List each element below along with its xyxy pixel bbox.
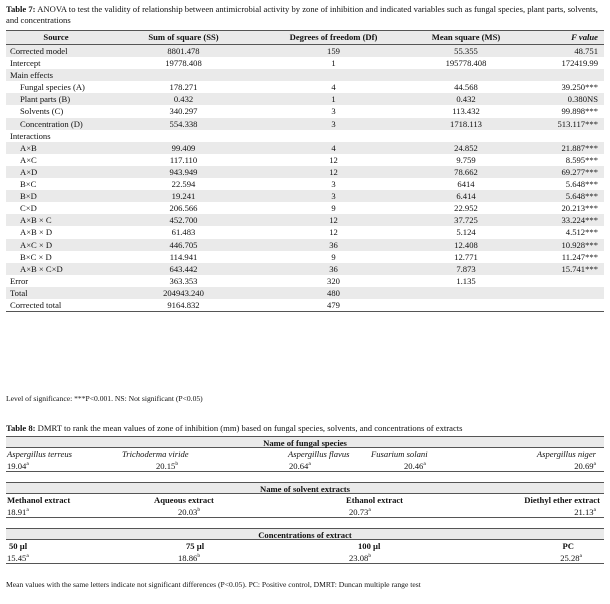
fungal-value-number: 20.69	[574, 461, 594, 471]
conc-value-number: 23.08	[349, 553, 369, 563]
anova-cell-ss: 99.409	[106, 142, 261, 154]
anova-cell-ms: 12.771	[454, 251, 478, 262]
header-ss: Sum of square (SS)	[106, 31, 261, 45]
table7-caption-label: Table 7:	[6, 4, 36, 14]
anova-cell-source: Total	[6, 287, 106, 299]
solvent-value-letter: a	[26, 507, 29, 514]
anova-cell-f	[526, 287, 604, 299]
anova-row	[6, 287, 604, 299]
anova-row	[6, 118, 604, 130]
solvent-name: Ethanol extract	[346, 495, 404, 505]
anova-cell-df: 12	[261, 214, 406, 226]
fungal-name: Trichoderma viride	[122, 449, 189, 459]
anova-cell-ms: 55.355	[406, 45, 526, 58]
anova-row	[6, 130, 604, 142]
anova-cell-source: A×B × D	[20, 227, 53, 238]
conc-heading: Concentrations of extract	[6, 528, 604, 540]
fungal-value-letter: a	[423, 461, 426, 468]
anova-cell-ms	[406, 299, 526, 312]
anova-cell-ss: 446.705	[106, 239, 261, 251]
anova-cell-f	[526, 69, 604, 81]
anova-row	[6, 263, 604, 275]
anova-cell-source: A×B × C	[6, 214, 106, 226]
anova-cell-source: Corrected total	[6, 299, 106, 312]
anova-cell-f: 172419.99	[561, 58, 598, 69]
conc-names-row	[6, 540, 604, 552]
solvent-values-row	[6, 506, 604, 518]
anova-cell-f: 5.648***	[565, 179, 598, 190]
anova-row	[6, 57, 604, 69]
anova-cell-ss: 363.353	[169, 275, 198, 286]
conc-name: 100 µl	[358, 541, 381, 551]
anova-cell-ms: 22.952	[454, 203, 478, 214]
fungal-names-row	[6, 448, 604, 460]
anova-cell-ms	[406, 130, 526, 142]
anova-cell-ms	[406, 287, 526, 299]
anova-cell-source: B×C	[20, 179, 37, 190]
anova-row	[6, 166, 604, 178]
anova-cell-df: 480	[261, 287, 406, 299]
anova-cell-f: 69.277***	[526, 166, 604, 178]
anova-row	[6, 178, 604, 190]
anova-cell-ms: 9.759	[456, 154, 476, 165]
fungal-name: Aspergillus niger	[536, 449, 596, 459]
table7-caption	[6, 4, 604, 25]
table7-note	[6, 394, 203, 403]
anova-cell-source: A×B	[6, 142, 106, 154]
anova-cell-source: Error	[10, 275, 29, 286]
anova-cell-ss: 643.442	[106, 263, 261, 275]
conc-value-letter: a	[26, 553, 29, 560]
anova-cell-source: B×D	[6, 190, 106, 202]
solvent-name: Aqueous extract	[154, 495, 214, 505]
anova-cell-df: 1	[331, 58, 336, 69]
anova-cell-ss: 178.271	[169, 82, 198, 93]
anova-cell-source: Fungal species (A)	[20, 82, 85, 93]
anova-cell-source: Corrected model	[6, 45, 106, 58]
anova-cell-source: Main effects	[6, 69, 106, 81]
anova-cell-ss: 19.241	[106, 190, 261, 202]
header-source: Source	[6, 31, 106, 45]
fungal-value-number: 19.04	[7, 461, 27, 471]
anova-cell-df	[261, 130, 406, 142]
header-f-value: F value	[526, 31, 604, 45]
anova-cell-source: Interactions	[10, 130, 51, 141]
conc-value	[178, 552, 200, 564]
anova-row	[6, 69, 604, 81]
anova-cell-ss: 114.941	[169, 251, 198, 262]
anova-cell-ms: 6414	[457, 179, 475, 190]
fungal-value-letter: a	[593, 461, 596, 468]
anova-cell-ss: 8801.478	[106, 45, 261, 58]
fungal-name: Fusarium solani	[371, 449, 428, 459]
conc-value	[349, 552, 371, 564]
anova-cell-df: 4	[331, 82, 336, 93]
anova-cell-df: 1	[261, 93, 406, 105]
anova-header-row	[6, 31, 604, 45]
anova-cell-df: 320	[327, 275, 340, 286]
anova-cell-source: A×C	[20, 154, 37, 165]
anova-cell-source: A×D	[6, 166, 106, 178]
anova-cell-ss: 340.297	[169, 106, 198, 117]
fungal-value-letter: b	[175, 461, 179, 468]
anova-cell-f: 0.380NS	[526, 93, 604, 105]
anova-cell-source: Solvents (C)	[20, 106, 64, 117]
table8-caption-label: Table 8:	[6, 423, 36, 433]
anova-cell-ss: 117.110	[169, 154, 198, 165]
anova-cell-df: 36	[261, 239, 406, 251]
anova-cell-ms: 195778.408	[445, 58, 487, 69]
solvent-value	[7, 506, 29, 518]
anova-cell-ss: 943.949	[106, 166, 261, 178]
conc-value-letter: a	[579, 553, 582, 560]
conc-name: 50 µl	[9, 541, 28, 551]
anova-cell-df: 3	[331, 179, 336, 190]
anova-cell-ss	[106, 69, 261, 81]
anova-cell-f	[526, 130, 604, 142]
fungal-value	[7, 460, 29, 472]
anova-cell-f	[526, 299, 604, 312]
anova-cell-f: 11.247***	[561, 251, 598, 262]
solvent-value-number: 18.91	[7, 507, 27, 517]
fungal-value	[289, 460, 311, 472]
anova-cell-f: 48.751	[526, 45, 604, 58]
conc-value-number: 18.86	[178, 553, 198, 563]
conc-value-letter: b	[368, 553, 372, 560]
fungal-value-number: 20.15	[156, 461, 176, 471]
solvent-name: Methanol extract	[7, 495, 71, 505]
anova-row	[6, 226, 604, 238]
solvent-value-letter: b	[197, 507, 201, 514]
anova-cell-df: 36	[261, 263, 406, 275]
anova-cell-ms: 12.408	[406, 239, 526, 251]
anova-cell-f: 39.250***	[561, 82, 598, 93]
anova-cell-source: Plant parts (B)	[6, 93, 106, 105]
anova-cell-f: 21.887***	[526, 142, 604, 154]
fungal-heading: Name of fungal species	[6, 436, 604, 448]
conc-name: 75 µl	[186, 541, 205, 551]
anova-cell-ss: 554.338	[106, 118, 261, 130]
anova-row	[6, 299, 604, 312]
fungal-value	[404, 460, 426, 472]
anova-cell-f: 10.928***	[526, 239, 604, 251]
anova-row	[6, 239, 604, 251]
anova-table	[6, 30, 604, 312]
anova-cell-df	[261, 69, 406, 81]
anova-cell-ms: 1718.113	[406, 118, 526, 130]
solvent-value-number: 21.13	[574, 507, 594, 517]
anova-row	[6, 202, 604, 214]
anova-cell-f: 8.595***	[565, 154, 598, 165]
anova-cell-ms: 7.873	[406, 263, 526, 275]
fungal-value	[574, 460, 596, 472]
anova-cell-df: 3	[261, 118, 406, 130]
fungal-value-letter: a	[308, 461, 311, 468]
solvent-value-letter: a	[368, 507, 371, 514]
solvent-names-row	[6, 494, 604, 506]
anova-row	[6, 93, 604, 105]
anova-cell-f: 513.117***	[526, 118, 604, 130]
anova-cell-df: 12	[329, 154, 338, 165]
anova-cell-source: A×C × D	[6, 239, 106, 251]
conc-name: PC	[562, 541, 574, 551]
anova-cell-ms: 5.124	[456, 227, 476, 238]
conc-value-number: 25.28	[560, 553, 580, 563]
anova-row	[6, 214, 604, 226]
anova-cell-ms: 6.414	[406, 190, 526, 202]
anova-cell-df: 4	[261, 142, 406, 154]
fungal-value-number: 20.64	[289, 461, 309, 471]
anova-cell-ss: 452.700	[106, 214, 261, 226]
anova-cell-source: Concentration (D)	[6, 118, 106, 130]
solvent-value	[574, 506, 596, 518]
solvent-value	[178, 506, 200, 518]
anova-cell-ss: 0.432	[106, 93, 261, 105]
solvent-value-number: 20.73	[349, 507, 369, 517]
anova-cell-source: C×D	[20, 203, 37, 214]
anova-cell-ms: 44.568	[454, 82, 478, 93]
table7-note-text: Level of significance: ***P<0.001. NS: Not significant (P<0.05)	[6, 394, 203, 403]
anova-cell-ss: 22.594	[171, 179, 196, 190]
anova-cell-ss: 61.483	[171, 227, 196, 238]
solvent-value-number: 20.03	[178, 507, 198, 517]
table8-caption	[6, 423, 604, 434]
anova-cell-f: 5.648***	[526, 190, 604, 202]
anova-row	[6, 154, 604, 166]
anova-cell-df: 12	[329, 227, 338, 238]
anova-cell-df: 479	[261, 299, 406, 312]
anova-cell-f: 15.741***	[526, 263, 604, 275]
dmrt-table	[6, 436, 604, 564]
anova-row	[6, 81, 604, 93]
table8-note-text: Mean values with the same letters indicate not significant differences (P<0.05). PC: Positive control, DMRT: Duncan multiple range test	[6, 580, 421, 589]
fungal-value-number: 20.46	[404, 461, 424, 471]
anova-cell-df: 3	[261, 190, 406, 202]
header-df: Degrees of freedom (Df)	[261, 31, 406, 45]
conc-value-letter: b	[197, 553, 201, 560]
anova-cell-ss: 9164.832	[106, 299, 261, 312]
anova-cell-ms: 78.662	[406, 166, 526, 178]
anova-cell-ss: 19778.408	[165, 58, 202, 69]
anova-cell-source: Intercept	[10, 58, 41, 69]
conc-value-number: 15.45	[7, 553, 27, 563]
anova-cell-f: 99.898***	[561, 106, 598, 117]
anova-row	[6, 45, 604, 58]
anova-cell-source: A×B × C×D	[6, 263, 106, 275]
anova-row	[6, 190, 604, 202]
header-ms: Mean square (MS)	[406, 31, 526, 45]
anova-cell-ms: 37.725	[406, 214, 526, 226]
solvent-value	[349, 506, 371, 518]
anova-cell-ss: 206.566	[169, 203, 198, 214]
anova-cell-f	[526, 275, 604, 287]
fungal-name: Aspergillus terreus	[7, 449, 73, 459]
fungal-value	[156, 460, 178, 472]
anova-cell-ms: 1.135	[456, 275, 476, 286]
anova-cell-df: 12	[261, 166, 406, 178]
solvent-heading: Name of solvent extracts	[6, 482, 604, 494]
anova-cell-ss: 204943.240	[106, 287, 261, 299]
anova-row	[6, 142, 604, 154]
anova-cell-f: 33.224***	[526, 214, 604, 226]
fungal-name: Aspergillus flavus	[288, 449, 350, 459]
anova-cell-source: B×C × D	[20, 251, 52, 262]
anova-row	[6, 275, 604, 287]
anova-cell-f: 4.512***	[565, 227, 598, 238]
anova-cell-df: 3	[331, 106, 336, 117]
anova-row	[6, 251, 604, 263]
anova-cell-ss	[106, 130, 261, 142]
table8-caption-text: DMRT to rank the mean values of zone of inhibition (mm) based on fungal species, solvents, and concentrations of extracts	[35, 423, 463, 433]
anova-cell-ms	[406, 69, 526, 81]
anova-cell-df: 159	[261, 45, 406, 58]
anova-cell-df: 9	[331, 251, 336, 262]
solvent-name: Diethyl ether extract	[524, 495, 600, 505]
anova-row	[6, 105, 604, 117]
anova-cell-df: 9	[331, 203, 336, 214]
conc-value	[560, 552, 582, 564]
solvent-value-letter: a	[593, 507, 596, 514]
conc-value	[7, 552, 29, 564]
anova-cell-ms: 24.852	[406, 142, 526, 154]
table8-note	[6, 580, 421, 589]
fungal-value-letter: a	[26, 461, 29, 468]
conc-values-row	[6, 552, 604, 564]
anova-cell-ms: 0.432	[406, 93, 526, 105]
fungal-values-row	[6, 460, 604, 472]
table7-caption-text: ANOVA to test the validity of relationship between antimicrobial activity by zone of inhibition and indicated variables such as fungal species, plant parts, solvents, and concentrations	[6, 4, 598, 25]
anova-cell-f: 20.213***	[561, 203, 598, 214]
anova-cell-ms: 113.432	[452, 106, 480, 117]
